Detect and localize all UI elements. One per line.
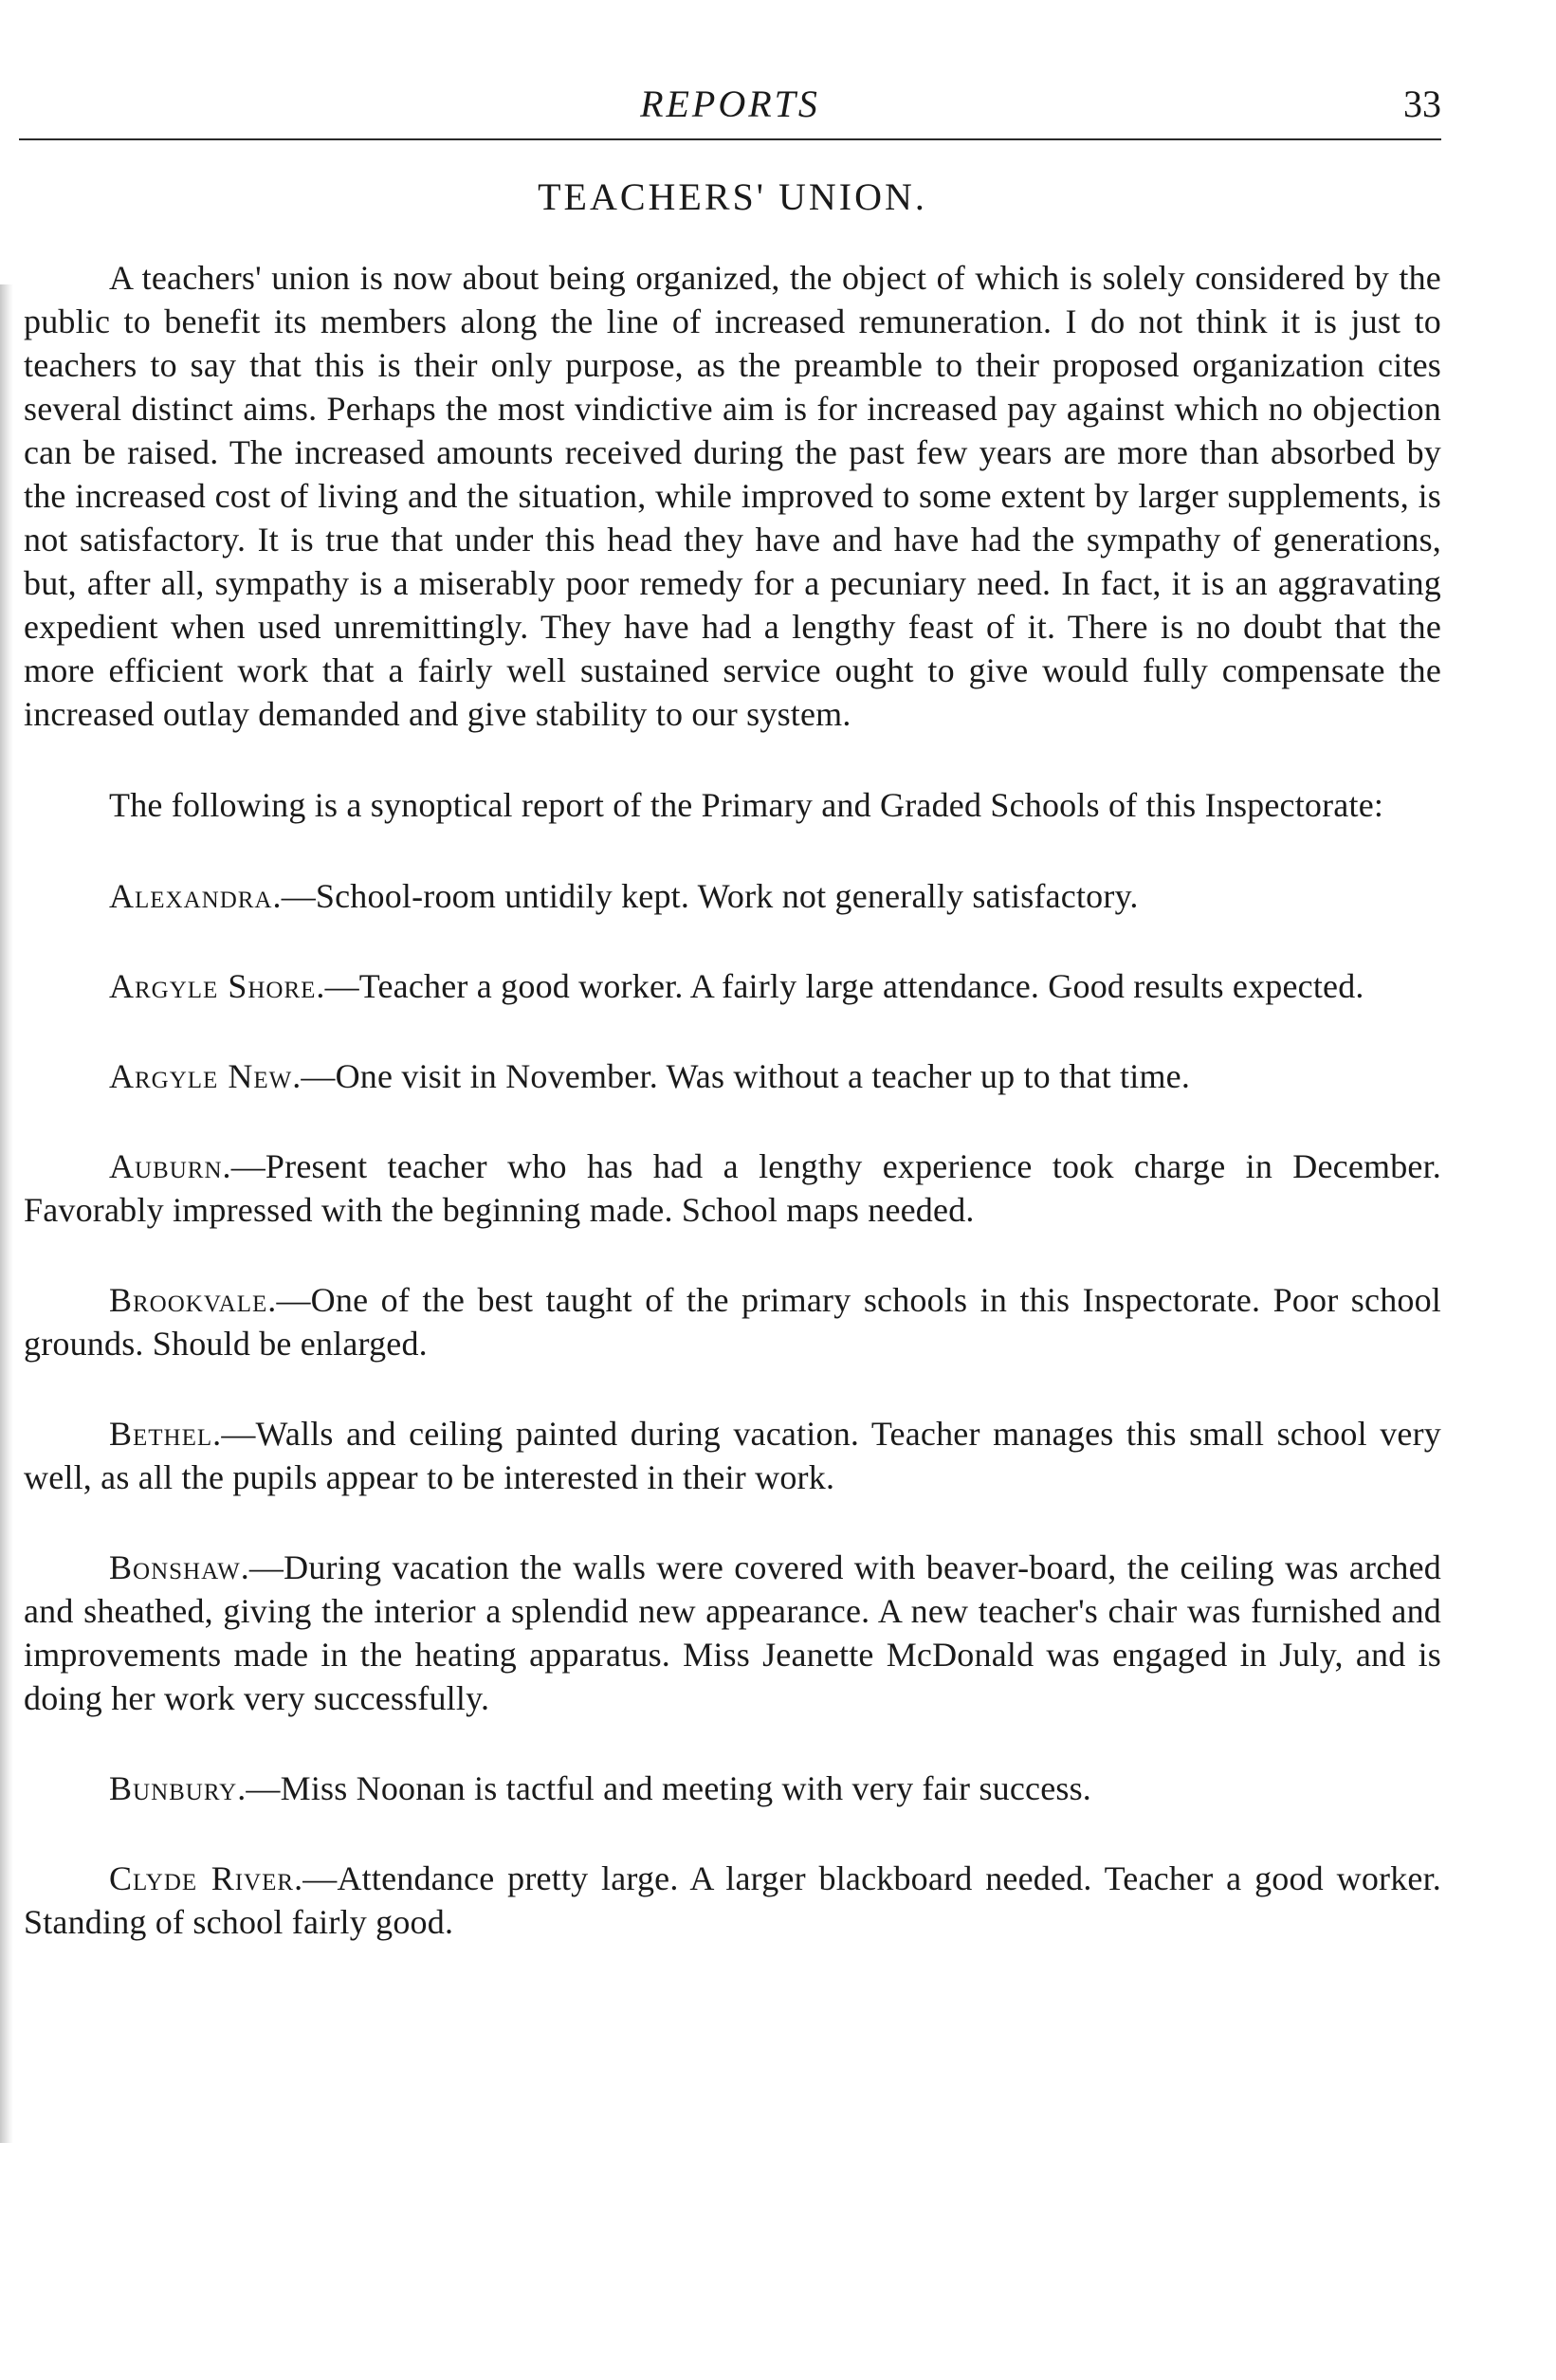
school-remark: .—One of the best taught of the primary schools in this Inspectorate. Poor school grounds. Should be enlarged. bbox=[24, 1281, 1441, 1363]
page-body bbox=[24, 176, 1441, 1990]
school-name: Auburn bbox=[109, 1147, 223, 1185]
school-remark: .—One visit in November. Was without a teacher up to that time. bbox=[292, 1057, 1191, 1095]
school-remark: .—Miss Noonan is tactful and meeting with very fair success. bbox=[237, 1769, 1092, 1807]
school-entry-argyle-new bbox=[24, 1054, 1441, 1098]
running-head: REPORTS bbox=[640, 82, 820, 125]
school-entry-clyde-river bbox=[24, 1857, 1441, 1944]
school-name: Alexandra bbox=[109, 877, 273, 915]
school-name: Bunbury bbox=[109, 1769, 238, 1807]
school-name: Argyle Shore bbox=[109, 967, 317, 1005]
school-remark: .—Walls and ceiling painted during vacation. Teacher manages this small school very well, as all the pupils appear to be interested in their work. bbox=[24, 1415, 1441, 1496]
school-remark: .—Attendance pretty large. A larger blackboard needed. Teacher a good worker. Standing of school fairly good. bbox=[24, 1859, 1442, 1941]
page-binding-shadow bbox=[0, 284, 13, 2143]
school-remark: .—School-room untidily kept. Work not generally satisfactory. bbox=[272, 877, 1139, 915]
school-entry-argyle-shore bbox=[24, 964, 1441, 1008]
report-intro-paragraph: The following is a synoptical report of the Primary and Graded Schools of this Inspectorate: bbox=[109, 786, 1384, 824]
school-entry-bunbury bbox=[24, 1767, 1441, 1810]
school-entry-brookvale bbox=[24, 1278, 1441, 1365]
school-entry-bonshaw bbox=[24, 1546, 1441, 1720]
school-entry-alexandra bbox=[24, 874, 1441, 918]
school-entry-bethel bbox=[24, 1412, 1441, 1499]
school-name: Brookvale bbox=[109, 1281, 268, 1319]
school-entry-auburn bbox=[24, 1144, 1441, 1232]
school-remark: .—Teacher a good worker. A fairly large attendance. Good results expected. bbox=[316, 967, 1364, 1005]
school-name: Argyle New bbox=[109, 1057, 293, 1095]
school-name: Clyde River bbox=[109, 1859, 295, 1897]
section-title: TEACHERS' UNION. bbox=[538, 175, 927, 218]
school-remark: .—Present teacher who has had a lengthy experience took charge in December. Favorably impressed with the beginning made. School maps needed. bbox=[24, 1147, 1441, 1229]
page-number: 33 bbox=[1403, 82, 1441, 125]
school-name: Bonshaw bbox=[109, 1548, 241, 1586]
page-header bbox=[19, 76, 1441, 140]
school-name: Bethel bbox=[109, 1415, 213, 1453]
union-paragraph: A teachers' union is now about being organized, the object of which is solely considered by the public to benefit its members along the line of increased remuneration. I do not think it is just to teachers to say that this is their only purpose, as the preamble to their proposed organization cites several distinct aims. Perhaps the most vindictive aim is for increased pay against which no objection can be raised. The increased amounts received during the past few years are more than absorbed by the increased cost of living and the situation, while improved to some extent by larger supplements, is not satisfactory. It is true that under this head they have and have had the sympathy of generations, but, after all, sympathy is a miserably poor remedy for a pecuniary need. In fact, it is an aggravating expedient when used unremittingly. They have had a lengthy feast of it. There is no doubt that the more efficient work that a fairly well sustained service ought to give would fully compensate the increased outlay demanded and give stability to our system. bbox=[24, 259, 1441, 733]
school-remark: .—During vacation the walls were covered with beaver-board, the ceiling was arched and sheathed, giving the interior a splendid new appearance. A new teacher's chair was furnished and improvements made in the heating apparatus. Miss Jeanette McDonald was engaged in July, and is doing her work very successfully. bbox=[24, 1548, 1441, 1717]
